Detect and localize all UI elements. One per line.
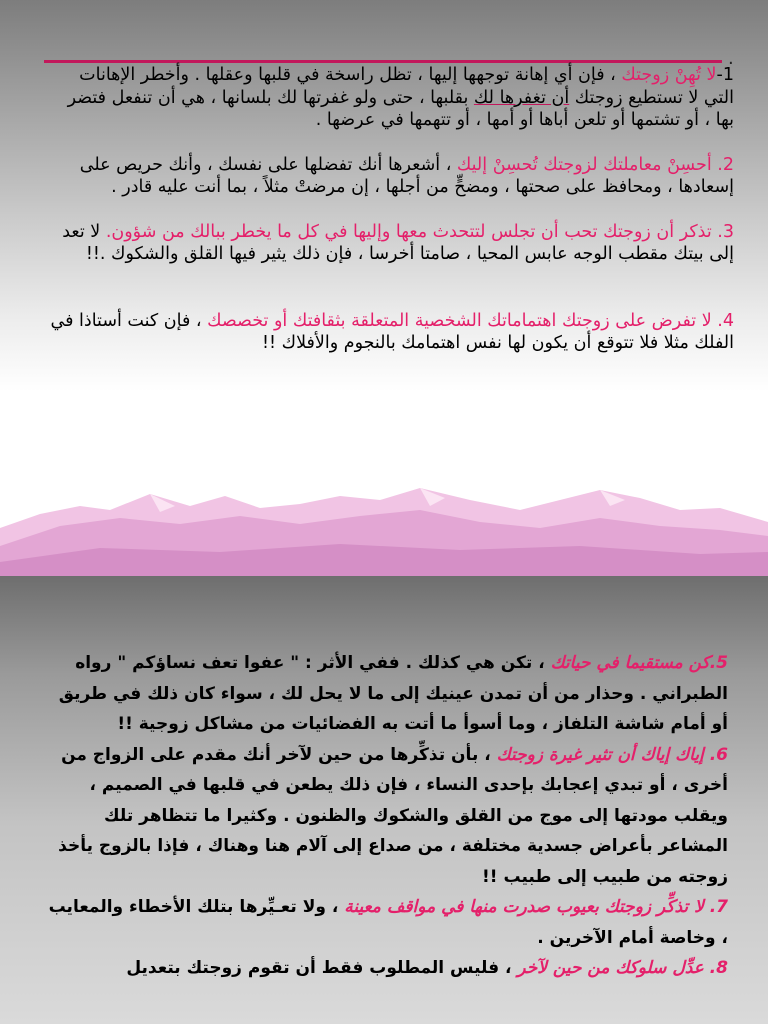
paragraph-2 <box>44 154 734 199</box>
paragraph-3 <box>44 221 734 266</box>
paragraph-6 <box>38 740 728 893</box>
p1-text-a: ، فإن أي إهانة توجهها إليها ، تظل راسخة في قلبها وعقلها . وأخطر الإهانات التي لا تستطيع زوجتك <box>79 65 734 108</box>
paragraph-8 <box>38 953 728 984</box>
slide-2 <box>0 576 768 1024</box>
p2-text: ، أشعرها أنك تفضلها على نفسك ، وأنك حريص على إسعادها ، ومحافظ على صحتها ، ومضحٍّ من أجلها ، إن مرضتْ مثلاً ، بما أنت عليه قادر . <box>79 154 734 197</box>
p3-heading: 3. تذكر أن زوجتك تحب أن تجلس لتتحدث معها وإليها في كل ما يخطر ببالك من شؤون. <box>105 221 734 242</box>
p8-text: ، فليس المطلوب فقط أن تقوم زوجتك بتعديل <box>126 958 518 978</box>
p2-heading: 2. أحسِنْ معاملتك لزوجتك تُحسِنْ إليك <box>456 154 734 175</box>
paragraph-5 <box>38 648 728 740</box>
p7-text: ، ولا تعـيِّرها بتلك الأخطاء والمعايب ، وخاصة أمام الآخرين . <box>48 897 728 948</box>
paragraph-7 <box>38 892 728 953</box>
p5-text: ، تكن هي كذلك . ففي الأثر : " عفوا تعف نساؤكم " رواه الطبراني . وحذار من أن تمدن عينيك إلى ما لا يحل لك ، سواء كان ذلك في طريق أو أمام شاشة التلفاز ، وما أسوأ ما أتت به الفضائيات من مشاكل زوجية !! <box>58 653 728 734</box>
p5-heading: 5.كن مستقيما في حياتك <box>550 653 728 673</box>
p1-text-b: بقلبها ، حتى ولو غفرتها لك بلسانها ، هي أن تنفعل فتضر بها ، أو تشتمها أو تلعن أباها أو أمها ، أو تتهمها في عرضها . <box>67 87 734 130</box>
paragraph-1 <box>44 64 734 132</box>
p1-underlined-text: أن تغفرها لك <box>473 87 570 108</box>
top-mark: . <box>728 48 734 69</box>
mountain-landscape <box>0 466 768 576</box>
p4-text: ، فإن كنت أستاذا في الفلك مثلا فلا تتوقع أن يكون لها نفس اهتمامك بالنجوم والأفلاك !! <box>50 310 734 353</box>
p8-heading: 8. عدِّل سلوكك من حين لآخر <box>517 958 728 978</box>
p4-heading: 4. لا تفرض على زوجتك اهتماماتك الشخصية المتعلقة بثقافتك أو تخصصك <box>207 310 734 331</box>
paragraph-4 <box>44 310 734 355</box>
title-underline <box>44 60 722 63</box>
p6-heading: 6. إياك إياك أن تثير غيرة زوجتك <box>496 744 728 765</box>
p6-text: ، بأن تذكِّرها من حين لآخر أنك مقدم على الزواج من أخرى ، أو تبدي إعجابك بإحدى النساء ، فإن ذلك يطعن في قلبها في الصميم ، ويقلب مودتها إلى موج من القلق والشكوك والظنون . وكثيرا ما تتظاهر تلك المشاعر بأعراض جسدية مختلفة ، من صداع إلى آلام هنا وهناك ، فإذا بالزوج يأخذ زوجته من طبيب إلى طبيب !! <box>58 744 728 887</box>
p7-heading: 7. لا تذكِّر زوجتك بعيوب صدرت منها في مواقف معينة <box>344 897 728 917</box>
slide-2-text <box>38 648 728 984</box>
slide-1-text <box>44 64 734 355</box>
p1-heading: لا تُهِنْ زوجتك <box>621 65 717 85</box>
p3-text: لا تعد إلى بيتك مقطب الوجه عابس المحيا ، صامتا أخرسا ، فإن ذلك يثير فيها القلق والشكوك .!! <box>62 221 734 264</box>
p1-number: 1- <box>716 65 734 85</box>
